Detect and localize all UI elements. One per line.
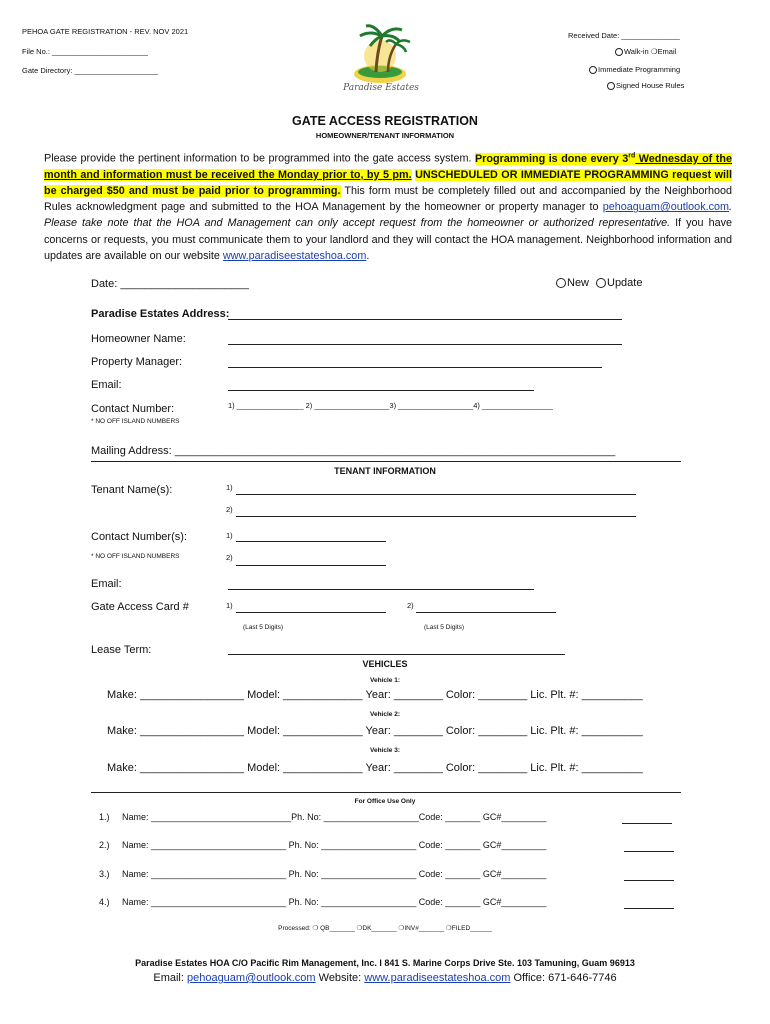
new-option[interactable] <box>556 277 589 289</box>
owner-email-input-line[interactable] <box>228 390 534 391</box>
gate-card-1-num: 1) <box>226 601 233 610</box>
contact-slots[interactable]: 1) ________________ 2) __________________3) __________________4) _________________ <box>228 401 553 410</box>
no-off-island-note: * NO OFF ISLAND NUMBERS <box>91 418 180 425</box>
gate-directory: Gate Directory: ____________________ <box>22 66 158 75</box>
signed-rules-bubble-icon <box>607 82 615 90</box>
page-title: GATE ACCESS REGISTRATION <box>292 114 478 128</box>
address-label: Paradise Estates Address: <box>91 308 230 320</box>
immediate-label: Immediate Programming <box>598 65 681 74</box>
walkin-bubble-icon <box>615 48 623 56</box>
intro-hl2: Wednesday of the month and information must be received the Monday prior to, by 5 pm. <box>44 152 732 181</box>
vehicles-heading: VEHICLES <box>362 659 408 669</box>
immediate-option[interactable] <box>589 65 680 74</box>
vehicle-2-heading: Vehicle 2: <box>370 711 400 718</box>
office-row-1[interactable]: Name: ____________________________Ph. No: ___________________Code: _______ GC#_________ <box>122 812 547 822</box>
section-divider <box>91 461 681 462</box>
intro-highlight-fee: UNSCHEDULED OR IMMEDIATE PROGRAMMING request will be charged $50 and must be paid prior to programming. <box>44 168 733 197</box>
manager-input-line[interactable] <box>228 367 602 368</box>
owner-email-label: Email: <box>91 379 122 391</box>
footer-address: Paradise Estates HOA C/O Pacific Rim Management, Inc. l 841 S. Marine Corps Drive Ste. 103 Tamuning, Guam 96913 <box>135 958 635 968</box>
vehicle-3-line[interactable]: Make: _________________ Model: _____________ Year: ________ Color: ________ Lic. Plt. #: __________ <box>107 762 643 774</box>
gate-card-1-line[interactable] <box>236 612 386 613</box>
logo-text: Paradise Estates <box>343 83 419 93</box>
tenant-email-input-line[interactable] <box>228 589 534 590</box>
intro-hl1-sup: rd <box>628 152 636 159</box>
signed-rules-option[interactable] <box>607 81 684 90</box>
tenant-no-off-island-note: * NO OFF ISLAND NUMBERS <box>91 553 180 560</box>
vehicle-3-heading: Vehicle 3: <box>370 747 400 754</box>
footer-email-link[interactable]: pehoaguam@outlook.com <box>186 972 316 984</box>
tenant-heading: TENANT INFORMATION <box>334 466 436 476</box>
tenant-names-label: Tenant Name(s): <box>91 484 173 496</box>
form-id: PEHOA GATE REGISTRATION - REV. NOV 2021 <box>22 27 189 36</box>
tenant-name-1-num: 1) <box>226 483 233 492</box>
tenant-contact-label: Contact Number(s): <box>91 531 187 543</box>
office-row-3-extra-line[interactable] <box>624 880 674 881</box>
new-bubble-icon <box>556 278 566 288</box>
office-row-4[interactable]: Name: ___________________________ Ph. No: ___________________ Code: _______ GC#_________ <box>122 897 547 907</box>
tenant-name-1-line[interactable] <box>236 494 636 495</box>
gate-card-2-line[interactable] <box>416 612 556 613</box>
office-row-1-num: 1.) <box>99 812 110 822</box>
new-label: New <box>567 277 590 289</box>
tenant-email-label: Email: <box>91 578 122 590</box>
address-input-line[interactable] <box>228 319 622 320</box>
walkin-email-option[interactable] <box>615 47 676 56</box>
office-heading: For Office Use Only <box>354 798 416 805</box>
update-label: Update <box>607 277 643 289</box>
office-row-4-num: 4.) <box>99 897 110 907</box>
gate-card-1-hint: (Last 5 Digits) <box>243 624 284 631</box>
walkin-email-label: Walk-in ❍Email <box>624 47 677 56</box>
office-row-3-num: 3.) <box>99 869 110 879</box>
office-row-4-extra-line[interactable] <box>624 908 674 909</box>
office-divider <box>91 792 681 793</box>
page-subtitle: HOMEOWNER/TENANT INFORMATION <box>315 131 455 140</box>
office-row-3[interactable]: Name: ___________________________ Ph. No: ___________________ Code: _______ GC#_________ <box>122 869 547 879</box>
footer-contact <box>153 972 616 984</box>
lease-term-label: Lease Term: <box>91 644 152 656</box>
intro-hl1: Programming is done every 3 <box>474 152 629 165</box>
vehicle-2-line[interactable]: Make: _________________ Model: _____________ Year: ________ Color: ________ Lic. Plt. #: __________ <box>107 725 643 737</box>
intro-p1: Please provide the pertinent information to be programmed into the gate access system. <box>44 152 472 165</box>
immediate-bubble-icon <box>589 66 597 74</box>
homeowner-label: Homeowner Name: <box>91 333 186 345</box>
gate-card-label: Gate Access Card # <box>91 601 189 613</box>
footer-website-link[interactable]: www.paradiseestateshoa.com <box>364 972 511 984</box>
office-row-1-extra-line[interactable] <box>622 823 672 824</box>
manager-label: Property Manager: <box>91 356 183 368</box>
tenant-contact-2-num: 2) <box>226 553 233 562</box>
tenant-contact-1-line[interactable] <box>236 541 386 542</box>
footer-email-prefix: Email: <box>153 972 184 984</box>
update-option[interactable] <box>596 277 642 289</box>
vehicle-1-line[interactable]: Make: _________________ Model: _____________ Year: ________ Color: ________ Lic. Plt. #: __________ <box>107 689 643 701</box>
office-row-2[interactable]: Name: ___________________________ Ph. No: ___________________ Code: _______ GC#_________ <box>122 840 547 850</box>
update-bubble-icon <box>596 278 606 288</box>
gate-card-2-num: 2) <box>407 601 414 610</box>
tenant-name-2-line[interactable] <box>236 516 636 517</box>
intro-paragraph <box>44 148 732 264</box>
paradise-estates-logo <box>336 22 426 94</box>
office-row-2-extra-line[interactable] <box>624 851 674 852</box>
mailing-address-field[interactable]: Mailing Address: ________________________________________________________________________ <box>91 445 616 457</box>
signed-rules-label: Signed House Rules <box>616 81 685 90</box>
gate-card-2-hint: (Last 5 Digits) <box>424 624 465 631</box>
received-date: Received Date: ______________ <box>568 31 680 40</box>
intro-p5: . <box>366 249 370 262</box>
file-no: File No.: _______________________ <box>22 47 148 56</box>
intro-p2: This form must be completely filled out and accompanied by the Neighborhood Rules acknowledgment page and submitted to the HOA Management by the homeowner or property manager to <box>44 185 732 214</box>
footer-office: Office: 671-646-7746 <box>513 972 617 984</box>
tenant-contact-2-line[interactable] <box>236 565 386 566</box>
office-row-2-num: 2.) <box>99 840 110 850</box>
intro-p3: . Please take note that the HOA and Management can only accept request from the homeowner or authorized representative. <box>44 201 732 230</box>
homeowner-input-line[interactable] <box>228 344 622 345</box>
vehicle-1-heading: Vehicle 1: <box>370 677 400 684</box>
tenant-contact-1-num: 1) <box>226 531 233 540</box>
contact-label: Contact Number: <box>91 403 175 415</box>
intro-p4: If you have concerns or requests, you must communicate them to your landlord and they will contact the HOA management. Neighborhood information and updates are available on our website <box>44 217 732 262</box>
intro-website-link[interactable]: www.paradiseestateshoa.com <box>222 249 367 262</box>
intro-email-link[interactable]: pehoaguam@outlook.com <box>602 201 729 214</box>
date-field[interactable]: Date: _____________________ <box>91 278 249 290</box>
processed-checklist[interactable]: Processed: ❍ QB_______ ❍DK_______ ❍INV#_______ ❍FILED______ <box>278 925 492 932</box>
footer-website-prefix: Website: <box>318 972 362 984</box>
lease-term-input-line[interactable] <box>228 654 565 655</box>
tenant-name-2-num: 2) <box>226 505 233 514</box>
